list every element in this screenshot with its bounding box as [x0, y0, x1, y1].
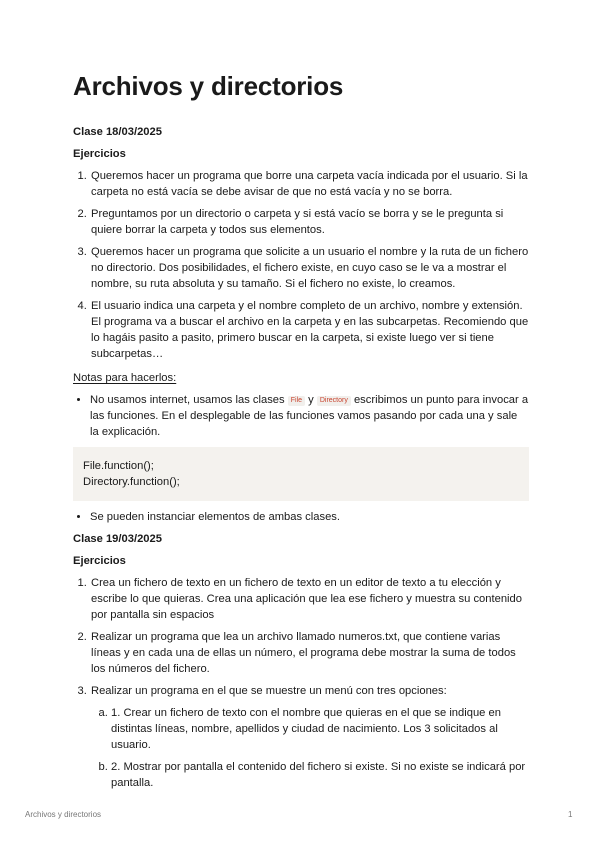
menu-option-item: a. 1. Crear un fichero de texto con el nombre que quieras en el que se indique en distintas líneas, nombre, apellidos y ciudad de nacimiento. Los 3 solicitados al usuario. [111, 705, 529, 753]
exercise-list [73, 575, 529, 791]
document-body [73, 124, 529, 797]
note-item: • Se pueden instanciar elementos de ambas clases. [90, 509, 529, 525]
exercise-text: Realizar un programa en el que se muestre un menú con tres opciones: [91, 685, 447, 697]
exercise-item: 4. El usuario indica una carpeta y el nombre completo de un archivo, nombre y extensión. El programa va a buscar el archivo en la carpeta y en las subcarpetas. Recomiendo que lo hagáis pasito a pasito, primero buscar en la carpeta, si existe luego ver si tiene subcarpetas… [90, 298, 529, 362]
exercise-item: 1. Queremos hacer un programa que borre una carpeta vacía indicada por el usuario. Si la carpeta no está vacía se debe avisar de que no está vacía y no se borra. [90, 168, 529, 200]
note-text: escribimos un punto para invocar a las funciones. En el desplegable de las funciones vamos pasando por cada una y sale la explicación. [90, 394, 529, 438]
section-heading-clase-18: Clase 18/03/2025 [73, 126, 162, 138]
notes-title: Notas para hacerlos: [73, 372, 177, 384]
note-text: No usamos internet, usamos las clases [90, 394, 288, 406]
note-item [90, 392, 529, 440]
section-subheading-ejercicios: Ejercicios [73, 555, 126, 567]
note-text: y [305, 394, 317, 406]
exercise-item: 1. Crea un fichero de texto en un fichero de texto en un editor de texto a tu elección y escribe lo que quieras. Crea una aplicación que lea ese fichero y muestra su contenido por pantalla sin espacios [90, 575, 529, 623]
code-block [73, 447, 529, 501]
section-subheading-ejercicios: Ejercicios [73, 148, 126, 160]
inline-code-file: File [288, 396, 305, 406]
notes-list [73, 392, 529, 440]
menu-options-list [91, 705, 529, 791]
exercise-item [90, 683, 529, 791]
exercise-item: 2. Realizar un programa que lea un archivo llamado numeros.txt, que contiene varias líneas y en cada una de ellas un número, el programa debe mostrar la suma de todos los números del fichero. [90, 629, 529, 677]
notes-list-2 [73, 509, 529, 525]
exercise-list [73, 168, 529, 362]
menu-option-item: b. 2. Mostrar por pantalla el contenido del fichero si existe. Si no existe se indicará por pantalla. [111, 759, 529, 791]
exercise-item: 3. Queremos hacer un programa que solicite a un usuario el nombre y la ruta de un fichero no directorio. Dos posibilidades, el fichero existe, en cuyo caso se le va a mostrar el nombre, su ruta absoluta y su tamaño. Si el fichero no existe, lo creamos. [90, 244, 529, 292]
footer-doc-title: Archivos y directorios [25, 810, 102, 819]
exercise-item: 2. Preguntamos por un directorio o carpeta y si está vacío se borra y se le pregunta si quiere borrar la carpeta y todos sus elementos. [90, 206, 529, 238]
code-line: Directory.function(); [83, 476, 180, 488]
inline-code-directory: Directory [317, 396, 351, 406]
footer-page-number: 1 [568, 810, 573, 819]
code-line: File.function(); [83, 460, 154, 472]
page-title: Archivos y directorios [73, 71, 344, 101]
section-heading-clase-19: Clase 19/03/2025 [73, 533, 162, 545]
